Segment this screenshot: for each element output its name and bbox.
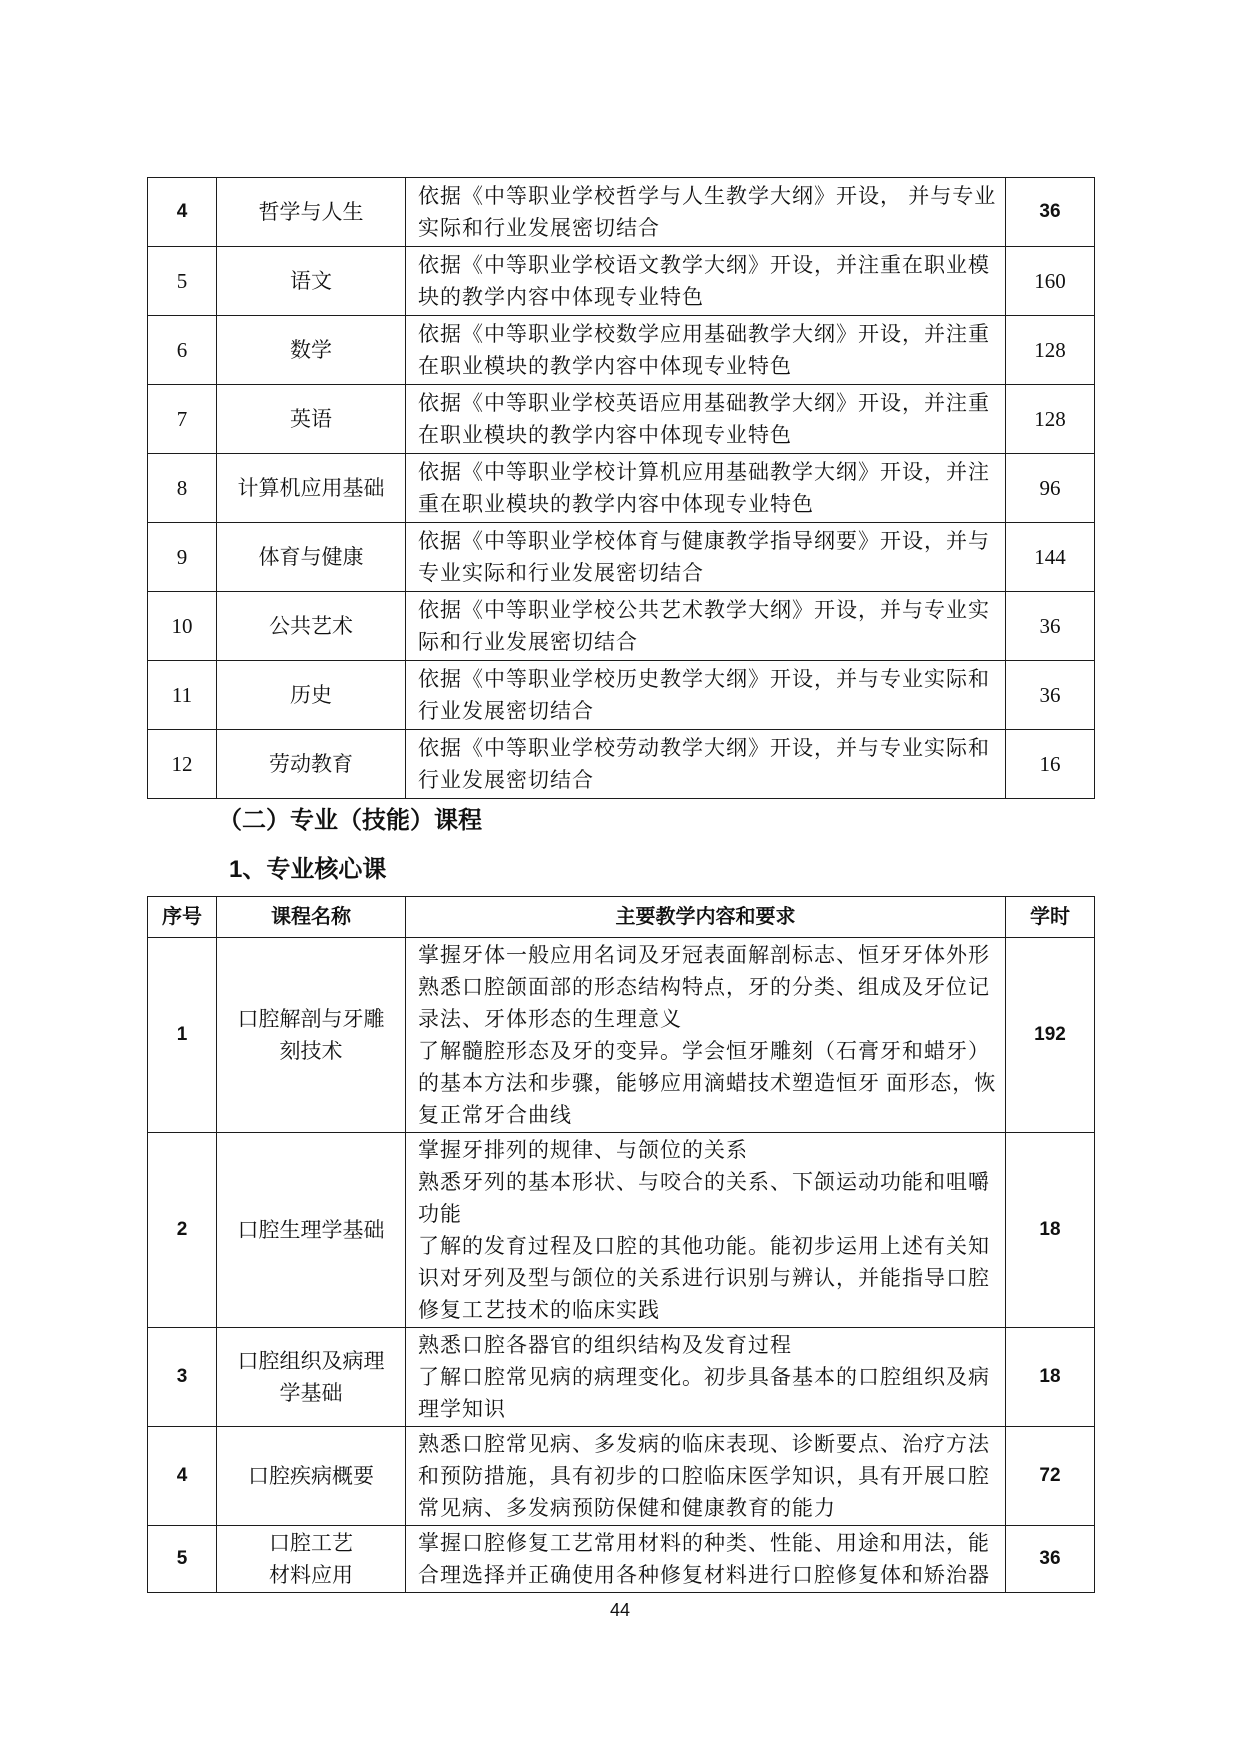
table-row <box>148 661 1095 730</box>
serial-number-cell: 5 <box>148 247 217 316</box>
course-content-line: 识对牙列及型与颌位的关系进行识别与辨认，并能指导口腔 <box>418 1266 990 1290</box>
table-row <box>148 1133 1095 1328</box>
course-name-line: 口腔工艺 <box>269 1531 353 1555</box>
header-serial-number: 序号 <box>148 897 217 938</box>
table-row <box>148 316 1095 385</box>
course-content-line: 专业实际和行业发展密切结合 <box>418 561 704 585</box>
class-hours-cell: 160 <box>1006 247 1095 316</box>
course-content-cell <box>406 1328 1006 1427</box>
course-name-cell <box>217 661 406 730</box>
course-name-cell <box>217 1133 406 1328</box>
class-hours-cell: 72 <box>1006 1427 1095 1526</box>
course-content-cell <box>406 730 1006 799</box>
course-content-line: 行业发展密切结合 <box>418 768 594 792</box>
course-name-cell <box>217 1526 406 1593</box>
course-name-line: 刻技术 <box>279 1039 343 1063</box>
class-hours-cell: 192 <box>1006 938 1095 1133</box>
course-content-line: 实际和行业发展密切结合 <box>418 216 660 240</box>
subsection-heading: 1、专业核心课 <box>229 856 387 883</box>
course-name-cell <box>217 1427 406 1526</box>
course-content-line: 块的教学内容中体现专业特色 <box>418 285 704 309</box>
course-content-line: 依据《中等职业学校英语应用基础教学大纲》开设，并注重 <box>418 391 990 415</box>
course-content-line: 的基本方法和步骤，能够应用滴蜡技术塑造恒牙 面形态，恢 <box>418 1071 997 1095</box>
course-name-cell <box>217 592 406 661</box>
section-heading: （二）专业（技能）课程 <box>218 807 482 834</box>
course-content-line: 功能 <box>418 1202 462 1226</box>
serial-number-cell: 4 <box>148 178 217 247</box>
class-hours-cell: 96 <box>1006 454 1095 523</box>
table-row <box>148 1427 1095 1526</box>
serial-number-cell: 3 <box>148 1328 217 1427</box>
serial-number-cell: 8 <box>148 454 217 523</box>
course-name-line: 数学 <box>290 338 332 362</box>
course-content-line: 掌握口腔修复工艺常用材料的种类、性能、用途和用法，能 <box>418 1531 990 1555</box>
course-content-line: 熟悉牙列的基本形状、与咬合的关系、下颌运动功能和咀嚼 <box>418 1170 990 1194</box>
serial-number-cell: 2 <box>148 1133 217 1328</box>
course-name-cell <box>217 178 406 247</box>
course-content-line: 依据《中等职业学校体育与健康教学指导纲要》开设，并与 <box>418 529 990 553</box>
course-name-line: 材料应用 <box>269 1563 353 1587</box>
serial-number-cell: 1 <box>148 938 217 1133</box>
course-content-cell <box>406 1526 1006 1593</box>
course-name-line: 哲学与人生 <box>258 200 364 224</box>
course-content-cell <box>406 316 1006 385</box>
core-courses-table-head <box>148 897 1095 938</box>
serial-number-cell: 4 <box>148 1427 217 1526</box>
course-content-cell <box>406 178 1006 247</box>
course-content-line: 依据《中等职业学校哲学与人生教学大纲》开设， 并与专业 <box>418 184 997 208</box>
course-content-line: 行业发展密切结合 <box>418 699 594 723</box>
course-content-line: 依据《中等职业学校历史教学大纲》开设，并与专业实际和 <box>418 667 990 691</box>
course-content-line: 际和行业发展密切结合 <box>418 630 638 654</box>
table-row <box>148 1328 1095 1427</box>
class-hours-cell: 18 <box>1006 1133 1095 1328</box>
course-name-cell <box>217 247 406 316</box>
course-name-line: 口腔疾病概要 <box>248 1464 374 1488</box>
course-name-line: 历史 <box>290 683 332 707</box>
course-content-line: 依据《中等职业学校语文教学大纲》开设，并注重在职业模 <box>418 253 990 277</box>
course-name-line: 计算机应用基础 <box>237 476 385 500</box>
course-content-line: 在职业模块的教学内容中体现专业特色 <box>418 354 792 378</box>
course-name-cell <box>217 938 406 1133</box>
header-course-content: 主要教学内容和要求 <box>406 897 1006 938</box>
course-name-cell <box>217 1328 406 1427</box>
course-content-line: 掌握牙排列的规律、与颌位的关系 <box>418 1138 748 1162</box>
course-content-cell <box>406 523 1006 592</box>
course-content-line: 熟悉口腔各器官的组织结构及发育过程 <box>418 1333 792 1357</box>
course-content-line: 复正常牙合曲线 <box>418 1103 572 1127</box>
course-content-line: 依据《中等职业学校公共艺术教学大纲》开设，并与专业实 <box>418 598 990 622</box>
serial-number-cell: 6 <box>148 316 217 385</box>
serial-number-cell: 9 <box>148 523 217 592</box>
core-courses-table-body <box>148 938 1095 1593</box>
course-name-cell <box>217 730 406 799</box>
class-hours-cell: 36 <box>1006 661 1095 730</box>
course-content-line: 熟悉口腔颌面部的形态结构特点，牙的分类、组成及牙位记 <box>418 975 990 999</box>
table-row <box>148 523 1095 592</box>
table-row <box>148 730 1095 799</box>
core-courses-table <box>147 896 1095 1593</box>
page-number: 44 <box>609 1600 631 1620</box>
class-hours-cell: 36 <box>1006 1526 1095 1593</box>
table-header-row <box>148 897 1095 938</box>
class-hours-cell: 128 <box>1006 316 1095 385</box>
table-row <box>148 247 1095 316</box>
course-name-line: 英语 <box>290 407 332 431</box>
course-content-line: 了解髓腔形态及牙的变异。学会恒牙雕刻（石膏牙和蜡牙） <box>418 1039 990 1063</box>
table-row <box>148 385 1095 454</box>
course-content-line: 理学知识 <box>418 1397 506 1421</box>
course-content-line: 修复工艺技术的临床实践 <box>418 1298 660 1322</box>
course-content-cell <box>406 454 1006 523</box>
course-name-line: 公共艺术 <box>269 614 353 638</box>
course-name-cell <box>217 454 406 523</box>
course-content-line: 依据《中等职业学校数学应用基础教学大纲》开设，并注重 <box>418 322 990 346</box>
course-name-line: 劳动教育 <box>269 752 353 776</box>
serial-number-cell: 5 <box>148 1526 217 1593</box>
table-row <box>148 454 1095 523</box>
course-name-line: 口腔生理学基础 <box>237 1218 385 1242</box>
course-name-cell <box>217 316 406 385</box>
general-courses-table <box>147 177 1095 799</box>
course-content-cell <box>406 938 1006 1133</box>
general-courses-table-body <box>148 178 1095 799</box>
course-content-line: 了解的发育过程及口腔的其他功能。能初步运用上述有关知 <box>418 1234 990 1258</box>
course-name-cell <box>217 523 406 592</box>
course-content-line: 掌握牙体一般应用名词及牙冠表面解剖标志、恒牙牙体外形 <box>418 943 990 967</box>
class-hours-cell: 128 <box>1006 385 1095 454</box>
course-content-line: 合理选择并正确使用各种修复材料进行口腔修复体和矫治器 <box>418 1563 990 1587</box>
table-row <box>148 178 1095 247</box>
table-row <box>148 592 1095 661</box>
course-content-line: 在职业模块的教学内容中体现专业特色 <box>418 423 792 447</box>
course-content-cell <box>406 592 1006 661</box>
course-content-line: 依据《中等职业学校计算机应用基础教学大纲》开设，并注 <box>418 460 990 484</box>
course-name-line: 体育与健康 <box>258 545 364 569</box>
course-content-line: 熟悉口腔常见病、多发病的临床表现、诊断要点、治疗方法 <box>418 1432 990 1456</box>
course-content-line: 重在职业模块的教学内容中体现专业特色 <box>418 492 814 516</box>
course-name-cell <box>217 385 406 454</box>
class-hours-cell: 144 <box>1006 523 1095 592</box>
table-row <box>148 938 1095 1133</box>
course-content-cell <box>406 247 1006 316</box>
course-content-line: 和预防措施，具有初步的口腔临床医学知识，具有开展口腔 <box>418 1464 990 1488</box>
course-content-line: 常见病、多发病预防保健和健康教育的能力 <box>418 1496 836 1520</box>
course-content-cell <box>406 1427 1006 1526</box>
course-content-cell <box>406 1133 1006 1328</box>
class-hours-cell: 16 <box>1006 730 1095 799</box>
header-class-hours: 学时 <box>1006 897 1095 938</box>
course-name-line: 学基础 <box>279 1381 343 1405</box>
course-content-line: 录法、牙体形态的生理意义 <box>418 1007 682 1031</box>
course-name-line: 语文 <box>290 269 332 293</box>
serial-number-cell: 12 <box>148 730 217 799</box>
course-content-line: 了解口腔常见病的病理变化。初步具备基本的口腔组织及病 <box>418 1365 990 1389</box>
class-hours-cell: 36 <box>1006 178 1095 247</box>
serial-number-cell: 7 <box>148 385 217 454</box>
class-hours-cell: 18 <box>1006 1328 1095 1427</box>
serial-number-cell: 10 <box>148 592 217 661</box>
course-name-line: 口腔解剖与牙雕 <box>237 1007 385 1031</box>
course-content-cell <box>406 385 1006 454</box>
header-course-name: 课程名称 <box>217 897 406 938</box>
table-row <box>148 1526 1095 1593</box>
course-content-cell <box>406 661 1006 730</box>
class-hours-cell: 36 <box>1006 592 1095 661</box>
course-content-line: 依据《中等职业学校劳动教学大纲》开设，并与专业实际和 <box>418 736 990 760</box>
serial-number-cell: 11 <box>148 661 217 730</box>
course-name-line: 口腔组织及病理 <box>237 1349 385 1373</box>
